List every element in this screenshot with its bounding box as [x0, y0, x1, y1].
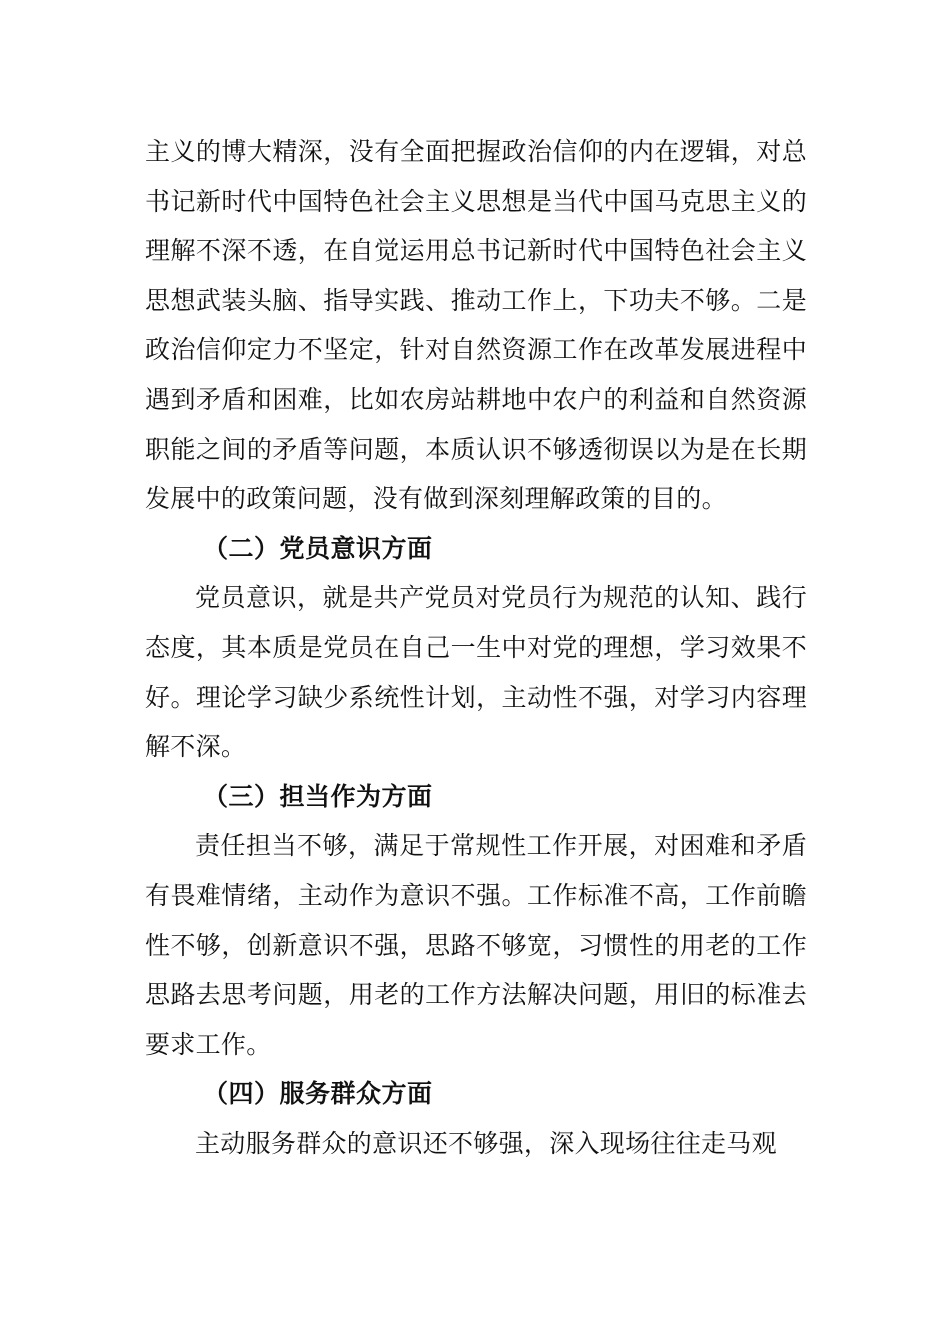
paragraph-continued: 主义的博大精深，没有全面把握政治信仰的内在逻辑，对总书记新时代中国特色社会主义思想是当代中国马克思主义的理解不深不透，在自觉运用总书记新时代中国特色社会主义思想武装头脑、指导实践、推动工作上，下功夫不够。二是政治信仰定力不坚定，针对自然资源工作在改革发展进程中遇到矛盾和困难，比如农房站耕地中农户的利益和自然资源职能之间的矛盾等问题，本质认识不够透彻误以为是在长期发展中的政策问题，没有做到深刻理解政策的目的。	[145, 137, 807, 514]
paragraph-responsibility: 责任担当不够，满足于常规性工作开展，对困难和矛盾有畏难情绪，主动作为意识不强。工作标准不高，工作前瞻性不够，创新意识不强，思路不够宽，习惯性的用老的工作思路去思考问题，用老的工作方法解决问题，用旧的标准去要求工作。	[145, 831, 807, 1059]
section-heading-serving-masses: （四）服务群众方面	[203, 1079, 433, 1109]
paragraph-party-awareness: 党员意识，就是共产党员对党员行为规范的认知、践行态度，其本质是党员在自己一生中对党的理想，学习效果不好。理论学习缺少系统性计划，主动性不强，对学习内容理解不深。	[145, 583, 807, 762]
paragraph-serving-masses: 主动服务群众的意识还不够强，深入现场往往走马观	[195, 1128, 777, 1158]
section-heading-party-awareness: （二）党员意识方面	[203, 533, 433, 563]
document-body	[145, 127, 807, 1168]
section-heading-responsibility: （三）担当作为方面	[203, 781, 433, 811]
